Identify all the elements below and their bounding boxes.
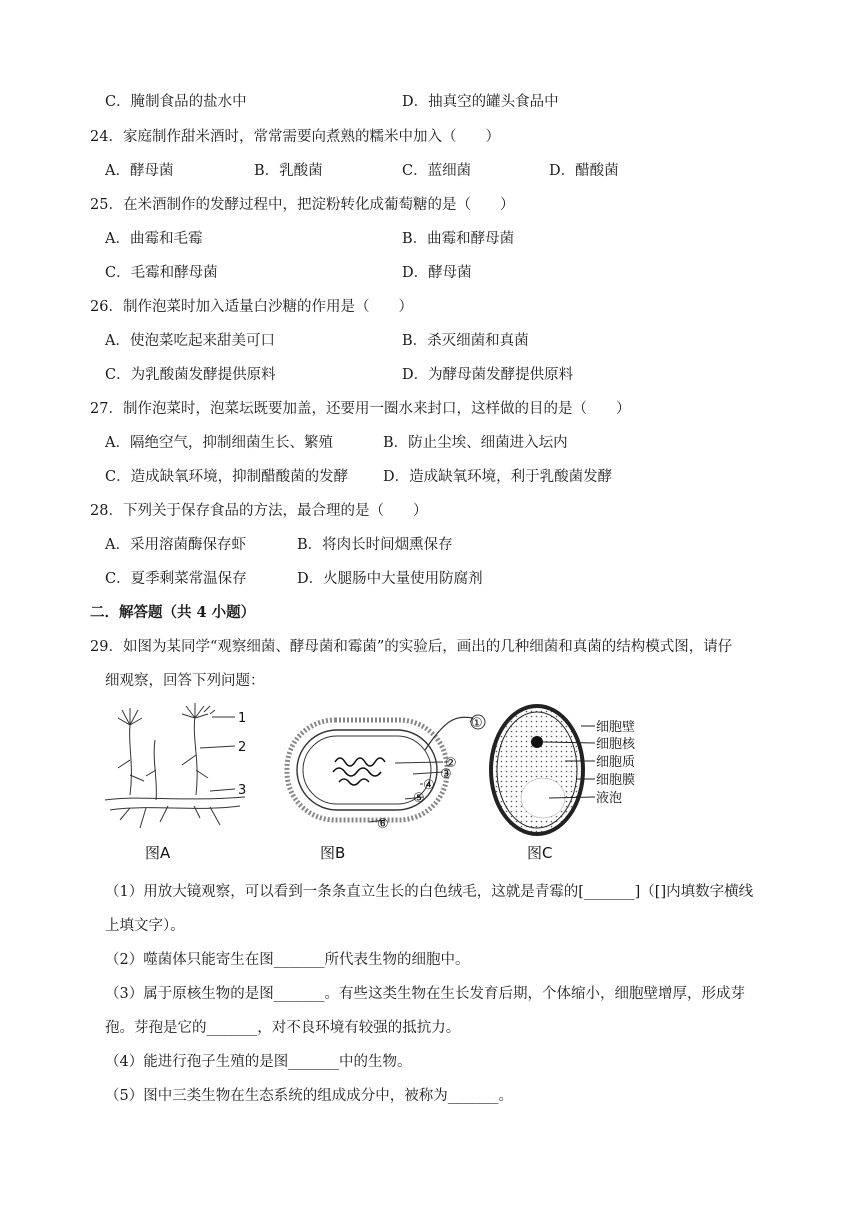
question-stem: 28．下列关于保存食品的方法，最合理的是（ ）	[90, 503, 428, 519]
option-b: B．曲霉和酵母菌	[402, 231, 515, 247]
figure-a-caption: 图A	[145, 844, 171, 862]
subquestion-2: （2）噬菌体只能寄生在图_______所代表生物的细胞中。	[105, 952, 470, 968]
subquestion-1: （1）用放大镜观察，可以看到一条条直立生长的白色绒毛，这就是青霉的[_______]（[]内填数字横线	[105, 884, 754, 900]
option-c: C．蓝细菌	[402, 163, 472, 179]
option-b: B．将肉长时间烟熏保存	[297, 537, 453, 553]
option-d: D．醋酸菌	[549, 163, 619, 179]
label-1: 1	[238, 711, 247, 726]
option-c: C．造成缺氧环境，抑制醋酸菌的发酵	[105, 469, 349, 485]
option-b: B．杀灭细菌和真菌	[402, 333, 529, 349]
label-cytoplasm: 细胞质	[596, 755, 636, 770]
option-c: C．夏季剩菜常温保存	[105, 571, 247, 587]
figure-b-bacterium	[275, 700, 490, 865]
label-b3: ③	[440, 767, 452, 782]
subquestion-3: （3）属于原核生物的是图_______。有些这类生物在生长发育后期，个体缩小，细胞壁增厚，形成芽	[105, 986, 745, 1002]
subquestion-3-continued: 孢。芽孢是它的_______，对不良环境有较强的抵抗力。	[105, 1020, 461, 1036]
option-b: B．防止尘埃、细菌进入坛内	[383, 435, 568, 451]
section-title: 二．解答题（共 4 小题）	[90, 604, 256, 621]
figure-c-yeast	[485, 700, 655, 865]
option-d: D．酵母菌	[402, 265, 472, 281]
option-b: B．乳酸菌	[254, 163, 323, 179]
label-cell-wall: 细胞壁	[596, 720, 636, 735]
label-nucleus: 细胞核	[596, 737, 636, 752]
option-c: C．腌制食品的盐水中	[105, 94, 247, 110]
option-a: A．使泡菜吃起来甜美可口	[105, 333, 275, 349]
figure-c-caption: 图C	[527, 844, 553, 862]
option-a: A．采用溶菌酶保存虾	[105, 537, 246, 553]
label-2: 2	[238, 740, 247, 755]
label-b5: ⑤	[413, 791, 425, 806]
question-stem: 26．制作泡菜时加入适量白沙糖的作用是（ ）	[90, 299, 413, 315]
figure-a-mold	[100, 700, 260, 865]
question-stem: 25．在米酒制作的发酵过程中，把淀粉转化成葡萄糖的是（ ）	[90, 197, 515, 213]
question-stem-continued: 细观察，回答下列问题：	[105, 673, 265, 689]
label-b4: ④	[423, 778, 435, 793]
question-stem: 27．制作泡菜时，泡菜坛既要加盖，还要用一圈水来封口，这样做的目的是（ ）	[90, 401, 631, 417]
option-c: C．为乳酸菌发酵提供原料	[105, 367, 276, 383]
figure-b-caption: 图B	[320, 844, 346, 862]
option-d: D．火腿肠中大量使用防腐剂	[297, 571, 483, 587]
question-stem: 29．如图为某同学“观察细菌、酵母菌和霉菌”的实验后，画出的几种细菌和真菌的结构模式图，请仔	[90, 639, 733, 655]
label-cell-membrane: 细胞膜	[596, 773, 636, 788]
label-vacuole: 液泡	[596, 791, 623, 806]
label-3: 3	[238, 783, 247, 798]
question-stem: 24．家庭制作甜米酒时，常常需要向煮熟的糯米中加入（ ）	[90, 129, 500, 145]
subquestion-4: （4）能进行孢子生殖的是图_______中的生物。	[105, 1054, 412, 1070]
option-a: A．隔绝空气，抑制细菌生长、繁殖	[105, 435, 333, 451]
label-b1: ①	[471, 716, 483, 731]
label-b2: ②	[445, 756, 457, 771]
option-d: D．为酵母菌发酵提供原料	[402, 367, 574, 383]
label-b6: ⑥	[377, 817, 389, 832]
option-a: A．酵母菌	[105, 163, 174, 179]
option-d: D．造成缺氧环境，利于乳酸菌发酵	[383, 469, 613, 485]
option-a: A．曲霉和毛霉	[105, 231, 203, 247]
subquestion-1-continued: 上填文字）。	[105, 918, 185, 934]
option-c: C．毛霉和酵母菌	[105, 265, 218, 281]
subquestion-5: （5）图中三类生物在生态系统的组成成分中，被称为_______。	[105, 1088, 513, 1104]
option-d: D．抽真空的罐头食品中	[402, 94, 559, 110]
